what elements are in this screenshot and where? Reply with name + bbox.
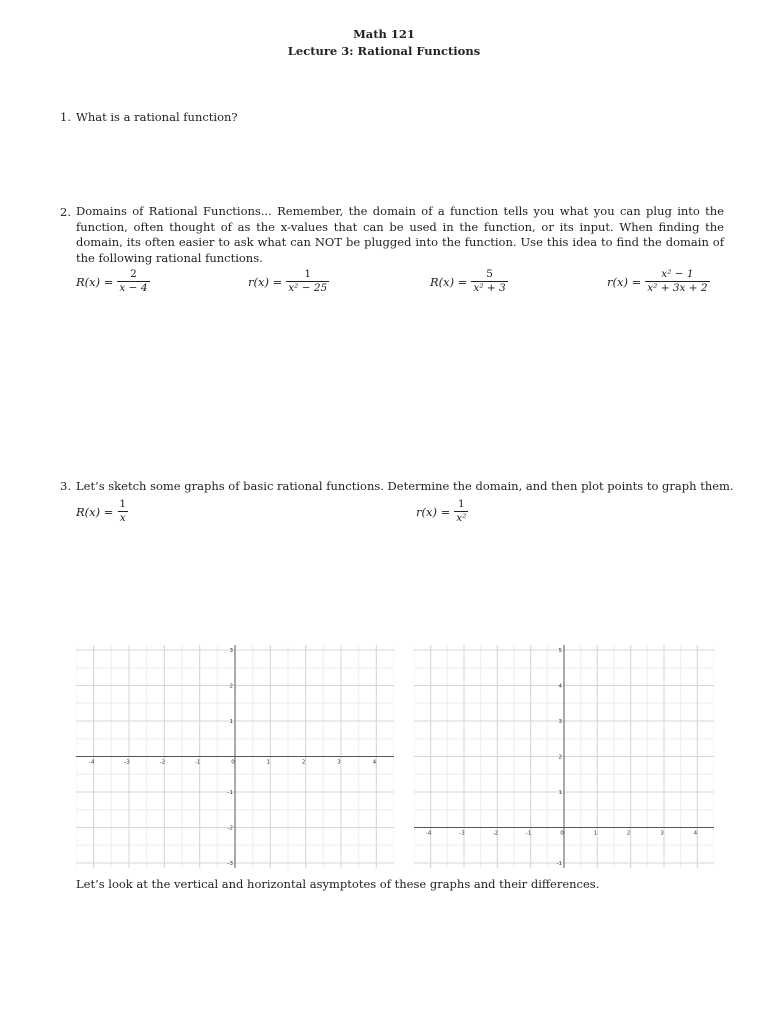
q2-equation-4 bbox=[607, 268, 710, 295]
lecture-title: Lecture 3: Rational Functions bbox=[287, 44, 481, 58]
question-2-number: 2. bbox=[60, 205, 71, 219]
question-1-number: 1. bbox=[60, 110, 71, 124]
equation-lhs: R(x) = bbox=[430, 274, 468, 289]
equation-lhs: r(x) = bbox=[607, 274, 642, 289]
x-tick-label: 0 bbox=[231, 759, 235, 766]
q2-equation-3 bbox=[430, 268, 508, 295]
x-tick-label: 4 bbox=[372, 759, 377, 766]
x-tick-label: -2 bbox=[159, 759, 166, 766]
numerator: 5 bbox=[486, 268, 493, 280]
y-tick-label: 1 bbox=[229, 719, 233, 725]
x-tick-label: 4 bbox=[693, 830, 698, 837]
graph-grid-left[interactable] bbox=[76, 645, 394, 868]
numerator: 1 bbox=[304, 268, 312, 280]
denominator: x bbox=[119, 512, 126, 524]
denominator: x² + 3x + 2 bbox=[647, 282, 708, 294]
y-tick-label: 2 bbox=[558, 754, 562, 761]
y-tick-label: 3 bbox=[558, 719, 562, 725]
equation-fraction bbox=[645, 268, 709, 295]
numerator: 2 bbox=[130, 268, 137, 280]
x-tick-label: -1 bbox=[525, 830, 532, 837]
equation-fraction bbox=[117, 498, 128, 525]
x-tick-label: 1 bbox=[266, 759, 271, 766]
graph-grid-right[interactable] bbox=[414, 645, 714, 868]
y-tick-label: 5 bbox=[558, 648, 562, 654]
x-tick-label: 3 bbox=[660, 830, 664, 837]
denominator: x − 4 bbox=[119, 282, 148, 294]
y-tick-label: -2 bbox=[227, 825, 233, 832]
equation-lhs: R(x) = bbox=[76, 504, 114, 519]
numerator: 1 bbox=[457, 498, 465, 510]
denominator: x² + 3 bbox=[473, 282, 506, 294]
x-tick-label: 2 bbox=[626, 830, 631, 837]
denominator: x² bbox=[456, 512, 467, 524]
y-tick-label: 4 bbox=[558, 683, 562, 690]
x-tick-label: -3 bbox=[459, 830, 465, 837]
y-tick-label: 1 bbox=[558, 790, 562, 796]
course-title: Math 121 bbox=[353, 27, 415, 41]
numerator: x² − 1 bbox=[661, 268, 694, 280]
equation-fraction bbox=[117, 268, 149, 295]
denominator: x² − 25 bbox=[288, 282, 328, 294]
x-tick-label: 3 bbox=[337, 759, 341, 766]
equation-lhs: r(x) = bbox=[416, 504, 451, 519]
equation-fraction bbox=[454, 498, 468, 525]
x-tick-label: -2 bbox=[492, 830, 499, 837]
equation-lhs: r(x) = bbox=[248, 274, 283, 289]
x-tick-label: 0 bbox=[560, 830, 564, 837]
equation-fraction bbox=[471, 268, 507, 295]
q2-equation-1 bbox=[76, 268, 150, 295]
x-tick-label: -1 bbox=[194, 759, 201, 766]
equation-lhs: R(x) = bbox=[76, 274, 114, 289]
x-tick-label: 1 bbox=[593, 830, 598, 837]
closing-text: Let’s look at the vertical and horizontal asymptotes of these graphs and their differences. bbox=[76, 877, 600, 891]
y-tick-label: 3 bbox=[229, 648, 233, 654]
q3-equation-2 bbox=[416, 498, 468, 525]
x-tick-label: -3 bbox=[124, 759, 130, 766]
equation-fraction bbox=[286, 268, 329, 295]
y-tick-label: 2 bbox=[229, 683, 233, 690]
question-2-text: Domains of Rational Functions... Remember, the domain of a function tells you what you can plug into the function, often thought of as the x-values that can be used in the function, or its input. When finding the domain, its often easier to ask what can NOT be plugged into the function. Use this idea to find the domain of the following rational functions. bbox=[76, 204, 724, 265]
y-tick-label: -1 bbox=[227, 790, 233, 796]
x-tick-label: -4 bbox=[88, 759, 95, 766]
question-3-number: 3. bbox=[60, 479, 71, 493]
numerator: 1 bbox=[119, 498, 127, 510]
y-tick-label: -1 bbox=[556, 861, 562, 867]
q2-equation-2 bbox=[248, 268, 329, 295]
x-tick-label: -4 bbox=[425, 830, 432, 837]
y-tick-label: -3 bbox=[227, 861, 233, 867]
question-3-text: Let’s sketch some graphs of basic rational functions. Determine the domain, and then plot points to graph them. bbox=[76, 479, 734, 493]
x-tick-label: 2 bbox=[301, 759, 306, 766]
q3-equation-1 bbox=[76, 498, 128, 525]
question-1-text: What is a rational function? bbox=[76, 110, 238, 124]
